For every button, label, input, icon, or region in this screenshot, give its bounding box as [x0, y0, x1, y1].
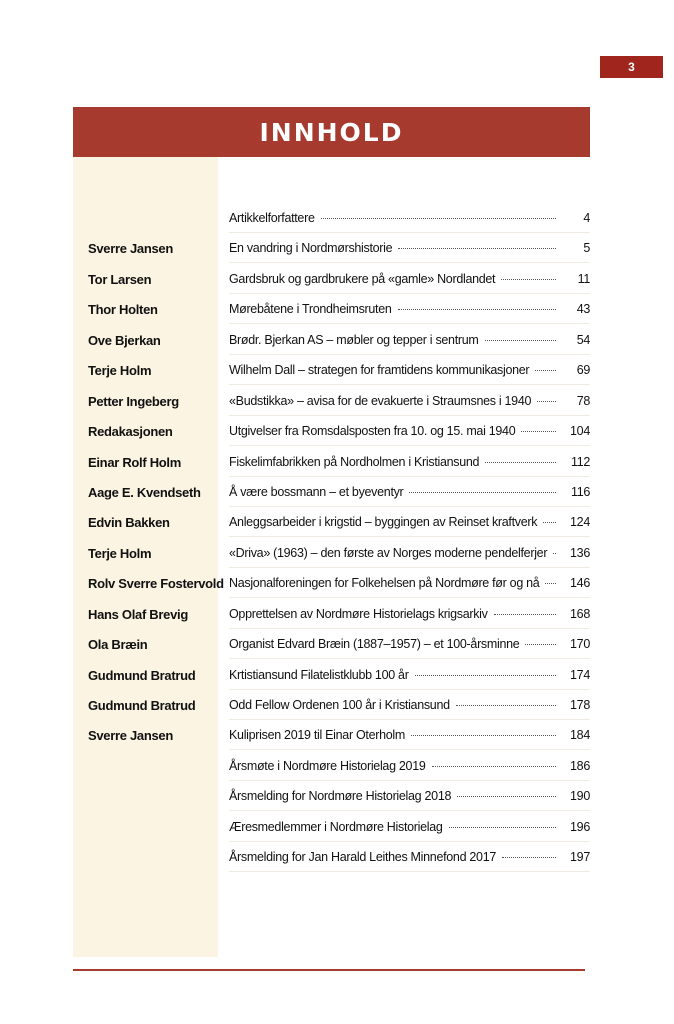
- toc-dot-leader: [502, 857, 556, 858]
- toc-row: [73, 724, 590, 754]
- toc-dot-leader: [537, 401, 556, 402]
- toc-title: Fiskelimfabrikken på Nordholmen i Kristiansund: [229, 454, 480, 469]
- toc-title: Wilhelm Dall – strategen for framtidens kommunikasjoner: [229, 363, 530, 378]
- toc-row-separator: [229, 689, 590, 690]
- toc-row: [73, 268, 590, 298]
- toc-title: Anleggsarbeider i krigstid – byggingen av Reinset kraftverk: [229, 515, 538, 530]
- toc-title: Kuliprisen 2019 til Einar Oterholm: [229, 728, 406, 743]
- toc-dot-leader: [545, 583, 556, 584]
- toc-page-number: 190: [570, 789, 590, 804]
- toc-row-separator: [229, 567, 590, 568]
- toc-author: Gudmund Bratrud: [88, 667, 196, 683]
- toc-entry: [229, 302, 590, 316]
- toc-row: [73, 298, 590, 328]
- toc-row-separator: [229, 628, 590, 629]
- toc-row: [73, 390, 590, 420]
- toc-row: [73, 603, 590, 633]
- toc-dot-leader: [485, 462, 556, 463]
- toc-entry: [229, 607, 590, 621]
- toc-dot-leader: [321, 218, 556, 219]
- toc-entry: [229, 424, 590, 438]
- toc-title: Årsmelding for Jan Harald Leithes Minnefond 2017: [229, 850, 497, 865]
- toc-row: [73, 420, 590, 450]
- toc-row: [73, 481, 590, 511]
- toc-author: Thor Holten: [88, 302, 158, 318]
- toc-author: Petter Ingeberg: [88, 393, 179, 409]
- toc-row: [73, 755, 590, 785]
- toc-row-separator: [229, 476, 590, 477]
- toc-page-number: 104: [570, 424, 590, 439]
- toc-title: Mørebåtene i Trondheimsruten: [229, 302, 392, 317]
- toc-author: Sverre Jansen: [88, 241, 173, 257]
- toc-row-separator: [229, 536, 590, 537]
- toc-author: Tor Larsen: [88, 271, 152, 287]
- toc-page-number: 54: [576, 332, 590, 347]
- toc-row: [73, 207, 590, 237]
- toc-row-separator: [229, 506, 590, 507]
- toc-dot-leader: [553, 553, 556, 554]
- page-number: 3: [600, 56, 663, 78]
- toc-page-number: 184: [570, 728, 590, 743]
- toc-page-number: 146: [570, 576, 590, 591]
- toc-page-number: 69: [576, 363, 590, 378]
- toc-title: Organist Edvard Bræin (1887–1957) – et 100-årsminne: [229, 637, 520, 652]
- toc-row-separator: [229, 749, 590, 750]
- toc-title: Æresmedlemmer i Nordmøre Historielag: [229, 819, 443, 834]
- toc-entry: [229, 515, 590, 529]
- toc-row-separator: [229, 323, 590, 324]
- toc-row-separator: [229, 780, 590, 781]
- toc-entry: [229, 637, 590, 651]
- toc-row: [73, 664, 590, 694]
- toc-title: Brødr. Bjerkan AS – møbler og tepper i sentrum: [229, 332, 479, 347]
- toc-row-separator: [229, 384, 590, 385]
- toc-author: Rolv Sverre Fostervold: [88, 576, 224, 592]
- toc-page-number: 178: [570, 698, 590, 712]
- toc-row-separator: [229, 262, 590, 263]
- toc-dot-leader: [457, 796, 556, 797]
- toc-row-separator: [229, 597, 590, 598]
- toc-author: Terje Holm: [88, 363, 152, 379]
- toc-title: En vandring i Nordmørshistorie: [229, 241, 393, 256]
- toc-page-number: 124: [570, 515, 590, 530]
- toc-page-number: 4: [583, 211, 590, 225]
- toc-author: Ola Bræin: [88, 637, 148, 653]
- toc-row-separator: [229, 871, 590, 872]
- toc-page-number: 170: [570, 637, 590, 652]
- toc-entry: [229, 820, 590, 834]
- toc-row-separator: [229, 810, 590, 811]
- toc-entry: [229, 272, 590, 286]
- toc-dot-leader: [501, 279, 556, 280]
- toc-row: [73, 329, 590, 359]
- toc-page-number: 136: [570, 545, 590, 560]
- toc-entry: [229, 728, 590, 742]
- toc-row: [73, 694, 590, 724]
- toc-dot-leader: [494, 614, 556, 615]
- toc-row: [73, 542, 590, 572]
- toc-entry: [229, 576, 590, 590]
- toc-row-separator: [229, 354, 590, 355]
- toc-title: Artikkelforfattere: [229, 211, 315, 225]
- toc-dot-leader: [415, 675, 556, 676]
- toc-entry: [229, 211, 590, 225]
- toc-author: Terje Holm: [88, 545, 152, 561]
- toc-row-separator: [229, 232, 590, 233]
- toc-dot-leader: [449, 827, 556, 828]
- toc-page-number: 174: [570, 667, 590, 682]
- toc-page-number: 168: [570, 606, 590, 621]
- toc-row: [73, 846, 590, 876]
- toc-entry: [229, 668, 590, 682]
- toc-entry: [229, 455, 590, 469]
- toc-title: Opprettelsen av Nordmøre Historielags krigsarkiv: [229, 606, 488, 621]
- toc-row-separator: [229, 293, 590, 294]
- toc-author: Gudmund Bratrud: [88, 698, 196, 713]
- toc-dot-leader: [432, 766, 556, 767]
- toc-row-separator: [229, 445, 590, 446]
- toc-title: Krtistiansund Filatelistklubb 100 år: [229, 667, 409, 682]
- toc-dot-leader: [485, 340, 556, 341]
- toc-title: Odd Fellow Ordenen 100 år i Kristiansund: [229, 698, 450, 712]
- toc-title: Årsmelding for Nordmøre Historielag 2018: [229, 789, 452, 804]
- toc-title: Årsmøte i Nordmøre Historielag 2019: [229, 758, 426, 773]
- toc-row-separator: [229, 658, 590, 659]
- toc-row: [73, 816, 590, 846]
- toc-dot-leader: [409, 492, 556, 493]
- toc-title: «Driva» (1963) – den første av Norges moderne pendelferjer: [229, 545, 548, 560]
- toc-row: [73, 633, 590, 663]
- toc-author: Einar Rolf Holm: [88, 454, 182, 470]
- toc-page-number: 197: [570, 850, 590, 865]
- toc-page-number: 11: [577, 271, 590, 286]
- toc-row-separator: [229, 415, 590, 416]
- toc-page-number: 186: [570, 758, 590, 773]
- toc-row: [73, 785, 590, 815]
- toc-page-number: 116: [570, 484, 590, 499]
- toc-entry: [229, 759, 590, 773]
- toc-row-separator: [229, 841, 590, 842]
- toc-dot-leader: [456, 705, 556, 706]
- toc-dot-leader: [543, 522, 556, 523]
- toc-page-number: 78: [576, 393, 590, 408]
- toc-entry: [229, 789, 590, 803]
- toc-row: [73, 237, 590, 267]
- toc-row: [73, 451, 590, 481]
- toc-page-number: 5: [583, 241, 590, 256]
- toc-entry: [229, 546, 590, 560]
- toc-dot-leader: [398, 248, 556, 249]
- toc-page-number: 112: [570, 454, 590, 469]
- toc-author: Redakasjonen: [88, 424, 173, 440]
- toc-dot-leader: [398, 309, 556, 310]
- toc-row: [73, 572, 590, 602]
- toc-title: Nasjonalforeningen for Folkehelsen på Nordmøre før og nå: [229, 576, 540, 591]
- toc-entry: [229, 333, 590, 347]
- footer-divider: [73, 969, 585, 971]
- toc-entry: [229, 485, 590, 499]
- toc-entry: [229, 394, 590, 408]
- toc-title: Å være bossmann – et byeventyr: [229, 484, 404, 499]
- toc-row: [73, 359, 590, 389]
- toc-entry: [229, 850, 590, 864]
- toc-dot-leader: [521, 431, 556, 432]
- toc-dot-leader: [411, 735, 556, 736]
- toc-entry: [229, 698, 590, 712]
- toc-author: Ove Bjerkan: [88, 332, 161, 348]
- table-of-contents: [73, 207, 590, 877]
- toc-dot-leader: [525, 644, 556, 645]
- page-title: INNHOLD: [73, 107, 590, 157]
- toc-entry: [229, 363, 590, 377]
- toc-row: [73, 511, 590, 541]
- toc-author: Sverre Jansen: [88, 728, 173, 744]
- toc-page-number: 43: [576, 302, 590, 317]
- toc-row-separator: [229, 719, 590, 720]
- toc-page-number: 196: [570, 819, 590, 834]
- toc-author: Aage E. Kvendseth: [88, 484, 201, 500]
- toc-dot-leader: [535, 370, 556, 371]
- toc-author: Hans Olaf Brevig: [88, 606, 188, 622]
- toc-title: Gardsbruk og gardbrukere på «gamle» Nordlandet: [229, 271, 496, 286]
- toc-entry: [229, 241, 590, 255]
- toc-title: «Budstikka» – avisa for de evakuerte i Straumsnes i 1940: [229, 393, 532, 408]
- toc-author: Edvin Bakken: [88, 515, 170, 531]
- toc-title: Utgivelser fra Romsdalsposten fra 10. og 15. mai 1940: [229, 424, 516, 439]
